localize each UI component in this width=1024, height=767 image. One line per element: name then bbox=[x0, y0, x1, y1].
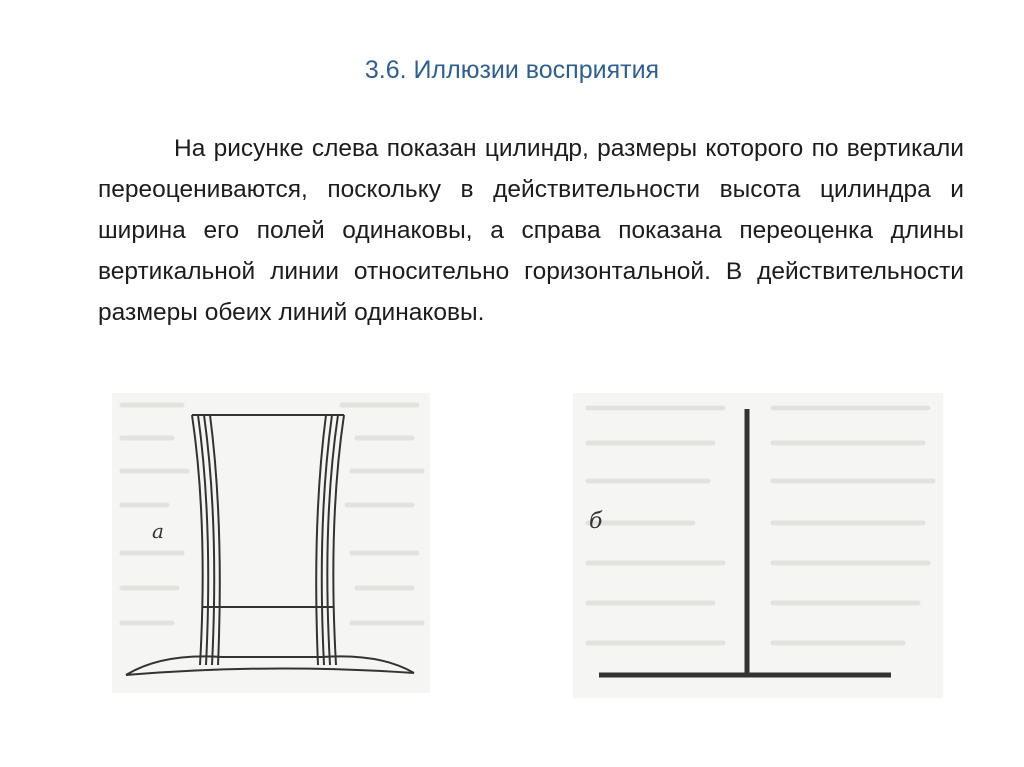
figure-a-label: а bbox=[152, 519, 164, 543]
paragraph-text: На рисунке слева показан цилиндр, размеры которого по вертикали переоцениваются, поскольку в действительности высота цилиндра и ширина его полей одинаковы, а справа показана переоценка длины вертикальной линии относительно горизонтальной. В действительности размеры обеих линий одинаковы. bbox=[98, 135, 964, 326]
scan-background bbox=[573, 393, 943, 698]
inverted-t-illusion-icon bbox=[573, 393, 943, 698]
figure-b-label: б bbox=[589, 509, 603, 534]
figure-b-inverted-t bbox=[573, 393, 943, 698]
top-hat-illusion-icon bbox=[112, 393, 430, 693]
body-paragraph bbox=[98, 128, 964, 333]
figure-a-top-hat bbox=[112, 393, 430, 693]
slide-title: 3.6. Иллюзии восприятия bbox=[364, 56, 660, 84]
